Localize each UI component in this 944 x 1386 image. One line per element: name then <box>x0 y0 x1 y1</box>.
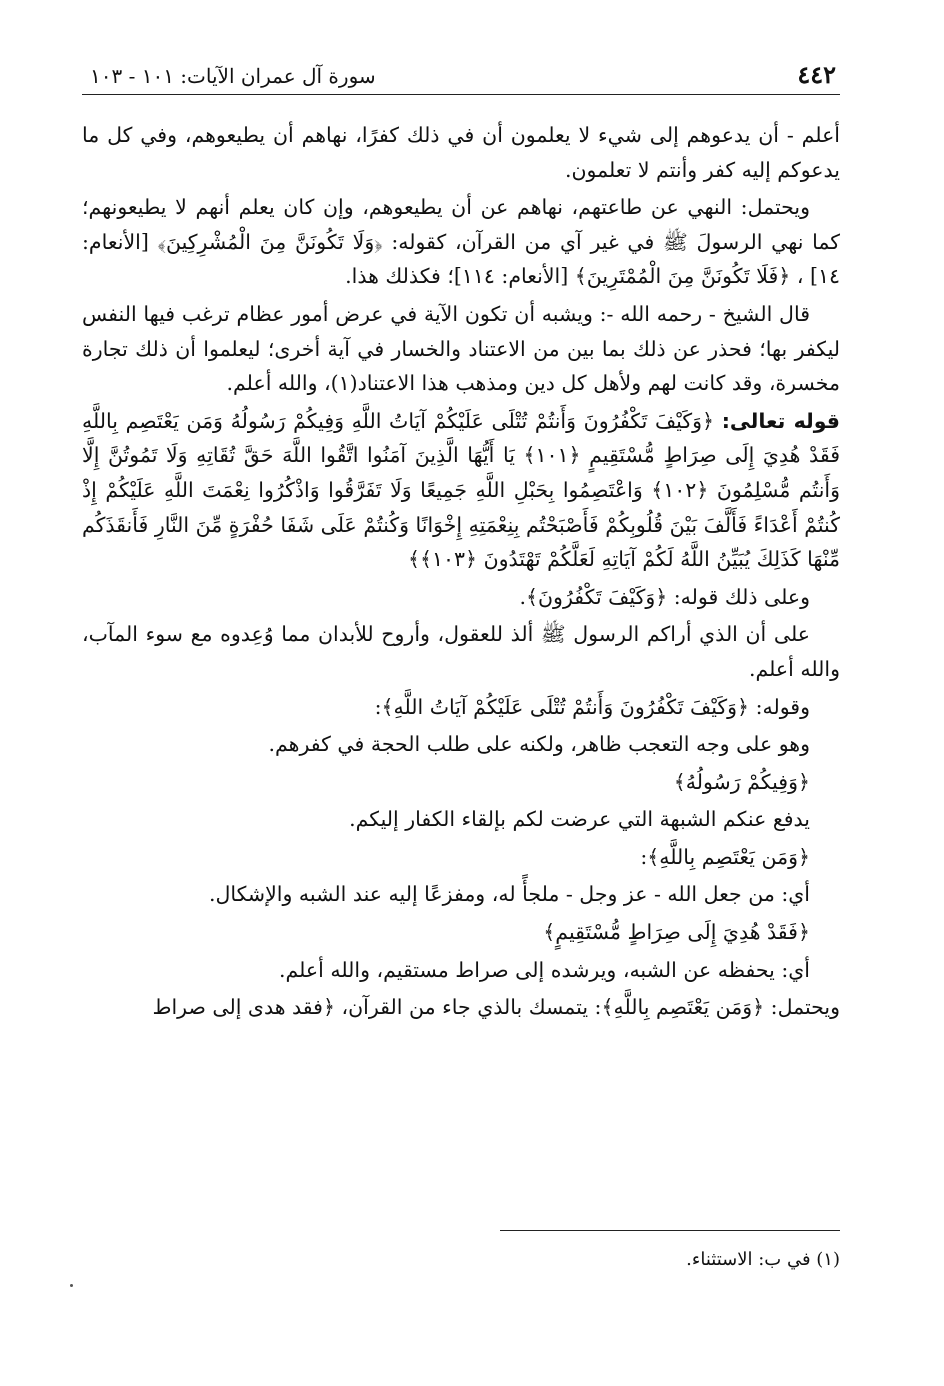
paragraph: أعلم - أن يدعوهم إلى شيء لا يعلمون أن في ذلك كفرًا، نهاهم أن يطيعوهم، وفي كل ما يدعوكم إليه كفر وأنتم لا تعلمون. <box>82 123 840 182</box>
paragraph: وعلى ذلك قوله: ﴿وَكَيْفَ تَكْفُرُونَ﴾. <box>519 584 810 609</box>
verse-paragraph <box>82 404 840 577</box>
running-title: سورة آل عمران الآيات: ١٠١ - ١٠٣ <box>90 64 376 88</box>
running-header <box>82 60 840 95</box>
paragraph: على أن الذي أراكم الرسول ﷺ ألذ للعقول، وأروح للأبدان مما وُعِدوه مع سوء المآب، والله أعلم. <box>82 622 840 681</box>
paragraph: وقوله: ﴿وَكَيْفَ تَكْفُرُونَ وَأَنتُمْ تُتْلَى عَلَيْكُمْ آيَاتُ اللَّهِ﴾: <box>374 694 810 719</box>
quran-verse: ﴿فَقَدْ هُدِيَ إِلَى صِرَاطٍ مُّسْتَقِيمٍ﴾ <box>543 920 810 945</box>
paragraph: أي: من جعل الله - عز وجل - ملجأً له، ومفزعًا إليه عند الشبه والإشكال. <box>208 882 810 907</box>
paragraph: يدفع عنكم الشبهة التي عرضت لكم بإلقاء الكفار إليكم. <box>349 807 810 832</box>
paragraph: ويحتمل: النهي عن طاعتهم، نهاهم عن أن يطيعوهم، وإن كان يعلم أنهم لا يطيعونهم؛ كما نهي الرسولَ ﷺ في غير آي من القرآن، كقوله: ﴿وَلَا تَكُونَنَّ مِنَ الْمُشْرِكِينَ﴾ [الأنعام: ١٤] ، ﴿فَلَا تَكُونَنَّ مِنَ الْمُمْتَرِينَ﴾ [الأنعام: ١١٤]؛ فكذلك هذا. <box>82 195 840 289</box>
verse-lead: قوله تعالى: <box>721 408 840 433</box>
main-text <box>82 118 840 1028</box>
footnote-divider <box>500 1230 840 1231</box>
quran-verse: ﴿وَمَن يَعْتَصِم بِاللَّهِ﴾: <box>640 844 810 869</box>
quran-verse: ﴿وَفِيكُمْ رَسُولُهُ﴾ <box>673 769 810 794</box>
scan-speck <box>70 1284 73 1287</box>
paragraph: ويحتمل: ﴿وَمَن يَعْتَصِم بِاللَّهِ﴾: يتمسك بالذي جاء من القرآن، ﴿فقد هدى إلى صراط <box>152 995 840 1020</box>
paragraph: قال الشيخ - رحمه الله -: ويشبه أن تكون الآية في عرض أمور عظام ترغب فيها النفس ليكفر بها؛ فحذر عن ذلك بما بين من الاعتناد والخسار في آية أخرى؛ ليعلموا أن ذلك تجارة مخسرة، وقد كانت لهم ولأهل كل دين ومذهب هذا الاعتناد(١)، والله أعلم. <box>82 301 840 396</box>
book-page <box>82 46 840 1336</box>
quran-verse: ﴿وَكَيْفَ تَكْفُرُونَ وَأَنتُمْ تُتْلَى عَلَيْكُمْ آيَاتُ اللَّهِ وَفِيكُمْ رَسُولُهُ وَمَن يَعْتَصِم بِاللَّهِ فَقَدْ هُدِيَ إِلَى صِرَاطٍ مُّسْتَقِيمٍ ﴿١٠١﴾ يَا أَيُّهَا الَّذِينَ آمَنُوا اتَّقُوا اللَّهَ حَقَّ تُقَاتِهِ وَلَا تَمُوتُنَّ إِلَّا وَأَنتُم مُّسْلِمُونَ ﴿١٠٢﴾ وَاعْتَصِمُوا بِحَبْلِ اللَّهِ جَمِيعًا وَلَا تَفَرَّقُوا وَاذْكُرُوا نِعْمَتَ اللَّهِ عَلَيْكُمْ إِذْ كُنتُمْ أَعْدَاءً فَأَلَّفَ بَيْنَ قُلُوبِكُمْ فَأَصْبَحْتُم بِنِعْمَتِهِ إِخْوَانًا وَكُنتُمْ عَلَى شَفَا حُفْرَةٍ مِّنَ النَّارِ فَأَنقَذَكُم مِّنْهَا كَذَلِكَ يُبَيِّنُ اللَّهُ لَكُمْ آيَاتِهِ لَعَلَّكُمْ تَهْتَدُونَ ﴿١٠٣﴾﴾ <box>82 408 840 572</box>
footnote: (١) في ب: الاستثناء. <box>686 1249 840 1270</box>
page-number: ٤٤٢ <box>797 60 836 89</box>
paragraph: وهو على وجه التعجب ظاهر، ولكنه على طلب الحجة في كفرهم. <box>268 732 810 757</box>
paragraph: أي: يحفظه عن الشبه، ويرشده إلى صراط مستقيم، والله أعلم. <box>278 957 810 982</box>
